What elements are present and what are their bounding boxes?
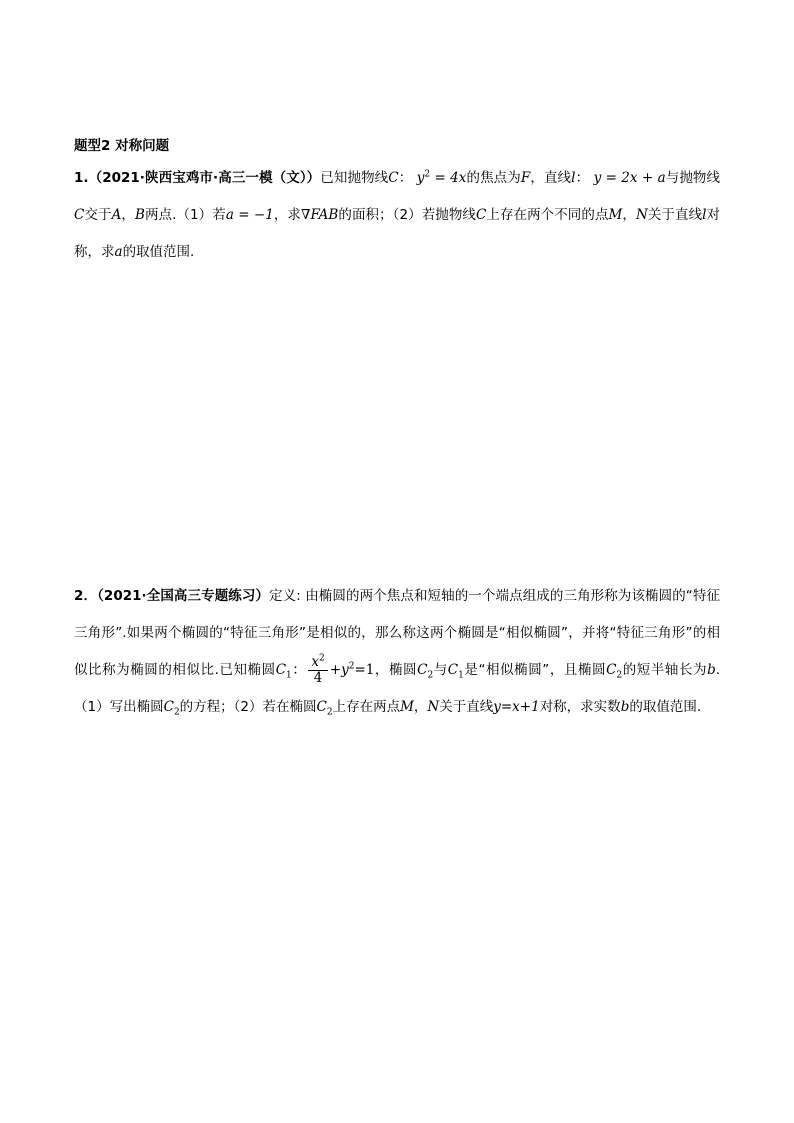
math-var: x <box>311 653 320 670</box>
problem-text: 与 <box>433 662 448 678</box>
fraction-denominator: 4 <box>313 669 323 686</box>
fraction-numerator <box>308 655 327 671</box>
problem-text: 的焦点为 <box>466 170 521 186</box>
math-expr: a = −1 <box>225 207 274 223</box>
problem-text: 交于 <box>84 207 112 223</box>
problem-text: ，直线 <box>530 170 572 186</box>
math-expr: = 4x <box>430 170 467 186</box>
math-var: y <box>341 662 349 678</box>
math-var: C <box>447 662 459 678</box>
math-var: N <box>635 207 648 223</box>
problem-1 <box>74 160 720 271</box>
math-var: b <box>707 662 716 678</box>
math-exponent: 2 <box>319 653 325 663</box>
math-var: l <box>702 207 707 223</box>
math-exponent: 2 <box>348 661 355 672</box>
line-equation: y=x+1 <box>493 699 540 715</box>
ellipse-fraction <box>308 655 327 686</box>
problem-text: ， <box>121 207 135 223</box>
problem-text: 与抛物线 <box>665 170 721 186</box>
problem-text: 的方程；（2）若在椭圆 <box>179 699 317 715</box>
problem-text: 的取值范围. <box>629 699 702 715</box>
math-subscript: 1 <box>286 670 292 681</box>
problem-text: 两点.（1）若 <box>144 207 226 223</box>
problem-text: ，椭圆 <box>374 662 418 678</box>
problem-text: 的取值范围. <box>122 244 195 260</box>
problem-text: 已知抛物线 <box>320 170 389 186</box>
math-var: b <box>620 699 630 715</box>
math-subscript: 1 <box>458 670 464 681</box>
math-var: C <box>275 662 287 678</box>
problem-text: 关于直线 <box>647 207 703 223</box>
problem-text: ： <box>398 170 413 186</box>
problem-text: ， <box>413 699 428 715</box>
parabola-equation <box>417 170 467 186</box>
section-heading: 题型2 对称问题 <box>74 138 170 154</box>
math-var: F <box>520 170 531 186</box>
problem-1-number: 1. <box>74 170 89 186</box>
problem-text: 定义: 由椭圆的两个焦点和短轴的一个端点组成的三角形称为该椭圆的“特征三角形”.如果两个椭圆的“特征三角形”是相似的，那么称这两个椭圆是“相似椭圆”，并将“特征三角形”的相似比称为椭圆的相似比.已知椭圆 <box>74 588 720 678</box>
problem-2 <box>74 578 720 726</box>
problem-text: 上存在两点 <box>332 699 401 715</box>
math-subscript: 2 <box>616 670 623 681</box>
problem-text: 的短半轴长为 <box>622 662 708 678</box>
math-var: C <box>163 699 174 715</box>
math-subscript: 2 <box>173 707 180 718</box>
math-var: M <box>608 207 623 223</box>
problem-text: 是“相似椭圆”，且椭圆 <box>463 662 607 678</box>
math-var: C <box>417 662 428 678</box>
math-var: M <box>400 699 414 715</box>
math-subscript: 2 <box>326 707 333 718</box>
math-var: y <box>416 170 425 186</box>
problem-text: 的面积；（2）若抛物线 <box>338 207 476 223</box>
problem-text: 关于直线 <box>439 699 494 715</box>
problem-1-source: （2021·陕西宝鸡市·高三一模（文）） <box>88 170 321 186</box>
problem-text: ： <box>291 662 307 678</box>
math-var: N <box>427 699 440 715</box>
math-var: B <box>134 207 145 223</box>
line-equation: y = 2x + a <box>593 170 666 186</box>
math-var: C <box>388 170 399 186</box>
math-var: C <box>316 699 327 715</box>
math-exponent: 2 <box>424 169 431 180</box>
problem-2-number: 2． <box>74 588 98 604</box>
math-expr: =1 <box>354 662 375 678</box>
math-var: a <box>114 244 123 260</box>
problem-text: .（1）写出椭圆 <box>74 662 721 715</box>
math-var: C <box>606 662 617 678</box>
math-var: C <box>475 207 487 223</box>
problem-2-source: （2021·全国高三专题练习） <box>97 588 270 604</box>
math-expr: ∇FAB <box>301 207 339 223</box>
problem-text: ，求 <box>273 207 302 223</box>
math-var: A <box>111 207 122 223</box>
math-operator: + <box>329 662 342 678</box>
math-var: l <box>571 170 576 186</box>
problem-text: 对称，求 <box>74 207 721 260</box>
math-subscript: 2 <box>427 670 434 681</box>
problem-text: ， <box>622 207 636 223</box>
problem-text: ： <box>575 170 590 186</box>
math-var: C <box>74 207 85 223</box>
problem-text: 上存在两个不同的点 <box>486 207 609 223</box>
problem-text: 对称，求实数 <box>539 699 621 715</box>
